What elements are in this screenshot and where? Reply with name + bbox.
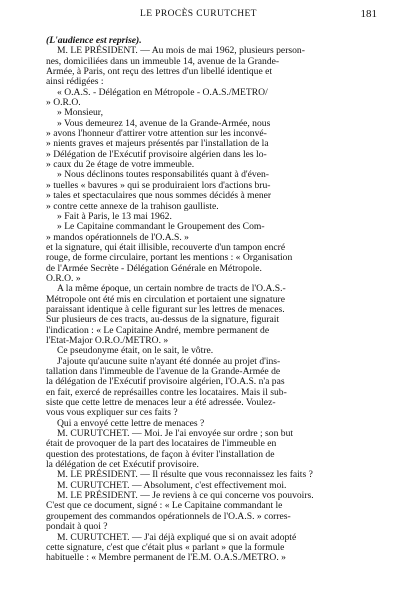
text-line: M. CURUTCHET. — Moi. Je l'ai envoyée sur ordre ; son but bbox=[57, 428, 294, 440]
text-line: en fait, exercé de représailles contre les locataires. Mais il sub- bbox=[46, 386, 287, 398]
letter-line: » tales et spectaculaires que nous sommes décidés à mener bbox=[46, 190, 272, 202]
text-line: rouge, de forme circulaire, portant les mentions : « Organisation bbox=[46, 252, 293, 264]
text-line: M. CURUTCHET. — Absolument, c'est effectivement moi. bbox=[57, 479, 287, 491]
text-line: Qui a envoyé cette lettre de menaces ? bbox=[57, 417, 205, 429]
text-line: la délégation de cet Exécutif provisoire. bbox=[46, 459, 199, 471]
page-body bbox=[46, 36, 377, 564]
letter-line: » Délégation de l'Exécutif provisoire algérien dans les lo- bbox=[46, 148, 267, 160]
letter-line: » Vous demeurez 14, avenue de la Grande-Armée, nous bbox=[57, 117, 271, 129]
text-line: habituelle : « Membre permanent de l'E.M. O.A.S./METRO. » bbox=[46, 552, 286, 564]
text-line: vous vous expliquer sur ces faits ? bbox=[46, 407, 178, 419]
letter-line: » contre cette annexe de la trahison gaulliste. bbox=[46, 200, 219, 212]
text-line: siste que cette lettre de menaces leur a été adressée. Voulez- bbox=[46, 397, 276, 409]
text-line: M. LE PRÉSIDENT. — Il résulte que vous reconnaissez les faits ? bbox=[57, 469, 313, 481]
letter-line: » Le Capitaine commandant le Groupement des Com- bbox=[57, 221, 265, 233]
letter-line: » caux du 2e étage de votre immeuble. bbox=[46, 159, 195, 171]
letter-line: » tuelles « bavures » qui se produiraient lors d'actions bru- bbox=[46, 179, 271, 191]
text-line: paraissant identique à celle figurant sur les lettres de menaces. bbox=[46, 303, 285, 315]
text-line: l'Etat-Major O.R.O./METRO. » bbox=[46, 334, 169, 346]
text-line: ainsi rédigées : bbox=[46, 76, 104, 88]
text-line: nes, domiciliées dans un immeuble 14, avenue de la Grande- bbox=[46, 55, 280, 67]
text-line: était de provoquer de la part des locataires de l'immeuble en bbox=[46, 438, 277, 450]
text-line: et la signature, qui était illisible, recouverte d'un tampon encré bbox=[46, 241, 286, 253]
letter-line: » avons l'honneur d'attirer votre attention sur les inconvé- bbox=[46, 128, 267, 140]
text-line: Sur plusieurs de ces tracts, au-dessus de la signature, figurait bbox=[46, 314, 280, 326]
letter-line: » nients graves et majeurs présentés par l'installation de la bbox=[46, 138, 269, 150]
text-line: l'indication : « Le Capitaine André, membre permanent de bbox=[46, 324, 270, 336]
text-line: M. LE PRÉSIDENT. — Au mois de mai 1962, plusieurs person- bbox=[57, 45, 305, 57]
text-line: groupement des commandos opérationnels de l'O.A.S. » corres- bbox=[46, 510, 291, 522]
text-line: J'ajoute qu'aucune suite n'ayant été donnée au projet d'ins- bbox=[57, 355, 281, 367]
text-line: de l'Armée Secrète - Délégation Générale en Métropole. bbox=[46, 262, 262, 274]
letter-line: » Fait à Paris, le 13 mai 1962. bbox=[57, 210, 172, 222]
text-line: la délégation de l'Exécutif provisoire algérien, l'O.A.S. n'a pas bbox=[46, 376, 285, 388]
text-line: question des protestations, de façon à éviter l'installation de bbox=[46, 448, 275, 460]
text-line: pondait à quoi ? bbox=[46, 521, 108, 533]
text-line: M. CURUTCHET. — J'ai déjà expliqué que si on avait adopté bbox=[57, 531, 297, 543]
text-line: O.R.O. » bbox=[46, 272, 81, 284]
text-line: A la même époque, un certain nombre de tracts de l'O.A.S.- bbox=[57, 283, 286, 295]
text-line: M. LE PRÉSIDENT. — Je reviens à ce qui concerne vos pouvoirs. bbox=[57, 490, 314, 502]
page-number: 181 bbox=[360, 8, 377, 20]
stage-direction: (L'audience est reprise). bbox=[46, 35, 142, 46]
text-line: Armée, à Paris, ont reçu des lettres d'un libellé identique et bbox=[46, 66, 273, 78]
letter-line: » O.R.O. bbox=[46, 97, 81, 109]
letter-line: « O.A.S. - Délégation en Métropole - O.A.S./METRO/ bbox=[57, 86, 268, 98]
text-line: Métropole ont été mis en circulation et portaient une signature bbox=[46, 293, 285, 305]
text-line: tallation dans l'immeuble de l'avenue de la Grande-Armée de bbox=[46, 366, 281, 377]
page-header bbox=[46, 9, 377, 23]
text-line: cette signature, c'est que c'était plus « parlant » que la formule bbox=[46, 541, 285, 553]
letter-line: » Nous déclinons toutes responsabilités quant à d'éven- bbox=[57, 169, 269, 181]
text-line: C'est que ce document, signé : « Le Capitaine commandant le bbox=[46, 500, 283, 512]
letter-line: » Monsieur, bbox=[57, 107, 103, 119]
letter-line: » mandos opérationnels de l'O.A.S. » bbox=[46, 231, 189, 243]
running-title: LE PROCÈS CURUTCHET bbox=[140, 9, 257, 19]
text-line: Ce pseudonyme était, on le sait, le vôtre. bbox=[57, 345, 214, 357]
